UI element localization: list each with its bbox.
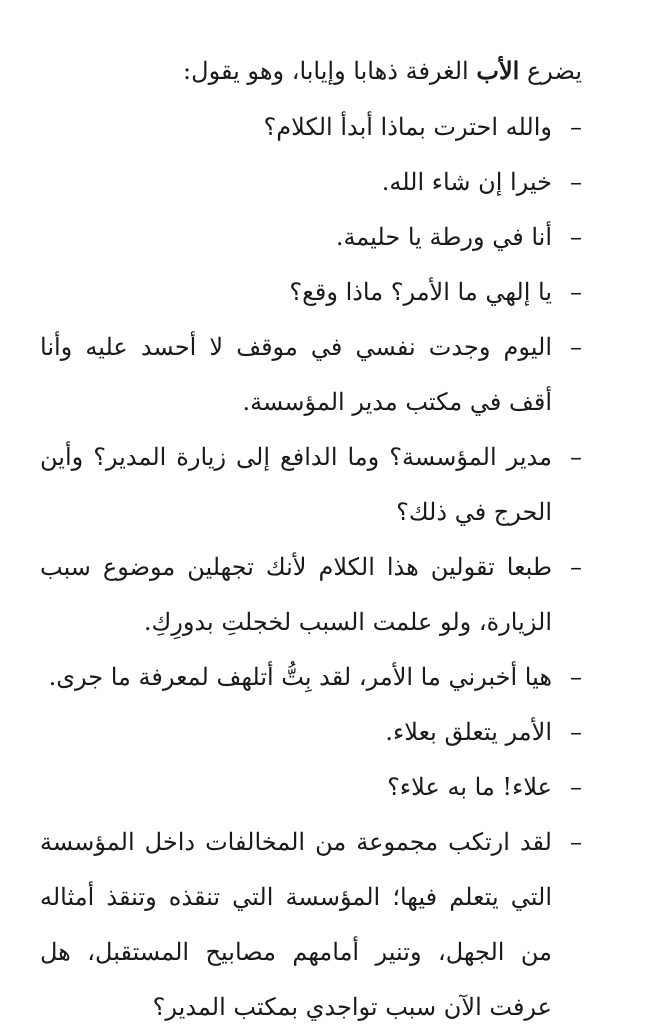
dialogue-dash: –: [570, 113, 582, 141]
dialogue-text: والله احترت بماذا أبدأ الكلام؟: [263, 113, 552, 141]
dialogue-dash: –: [570, 553, 582, 581]
dialogue-dash: –: [570, 718, 582, 746]
dialogue-dash: –: [570, 828, 582, 856]
dialogue-text: علاء! ما به علاء؟: [387, 773, 552, 801]
dialogue-line: [40, 155, 582, 210]
dialogue-dash: –: [570, 663, 582, 691]
dialogue-line: [40, 705, 582, 760]
dialogue-dash: –: [570, 278, 582, 306]
dialogue-dash: –: [570, 223, 582, 251]
dialogue-text: الأمر يتعلق بعلاء.: [385, 718, 552, 746]
dialogue-text: طبعا تقولين هذا الكلام لأنك تجهلين موضوع سبب الزيارة، ولو علمت السبب لخجلتِ بدورِكِ.: [40, 553, 552, 636]
intro-text-end: الغرفة ذهابا وإيابا، وهو يقول:: [183, 57, 477, 85]
dialogue-text: مدير المؤسسة؟ وما الدافع إلى زيارة المدير؟ وأين الحرج في ذلك؟: [40, 443, 552, 526]
dialogue-text: خيرا إن شاء الله.: [381, 168, 552, 196]
dialogue-line: [40, 210, 582, 265]
dialogue-line: [40, 650, 582, 705]
dialogue-dash: –: [570, 773, 582, 801]
dialogue-line: [40, 430, 582, 540]
dialogue-dash: –: [570, 333, 582, 361]
dialogue-text: أنا في ورطة يا حليمة.: [335, 223, 552, 251]
dialogue-line: [40, 265, 582, 320]
narration-intro: [40, 48, 582, 94]
dialogue-text: هيا أخبرني ما الأمر، لقد بِتُّ أتلهف لمعرفة ما جرى.: [48, 663, 552, 691]
dialogue-line: [40, 320, 582, 430]
dialogue-line: [40, 760, 582, 815]
dialogue-text: لقد ارتكب مجموعة من المخالفات داخل المؤسسة التي يتعلم فيها؛ المؤسسة التي تنقذه وتنقذ أمثاله من الجهل، وتنير أمامهم مصابيح المستقبل، هل عرفت الآن سبب تواجدي بمكتب المدير؟: [40, 828, 552, 1021]
dialogue-line: [40, 540, 582, 650]
dialogue-line: [40, 100, 582, 155]
dialogue-dash: –: [570, 168, 582, 196]
dialogue-line: [40, 815, 582, 1035]
dialogue-list: [40, 100, 582, 1035]
dialogue-text: اليوم وجدت نفسي في موقف لا أحسد عليه وأنا أقف في مكتب مدير المؤسسة.: [40, 333, 552, 416]
intro-text-start: يضرع: [519, 57, 582, 85]
dialogue-dash: –: [570, 443, 582, 471]
dialogue-text: يا إلهي ما الأمر؟ ماذا وقع؟: [289, 278, 552, 306]
intro-bold-father: الأب: [476, 56, 520, 85]
